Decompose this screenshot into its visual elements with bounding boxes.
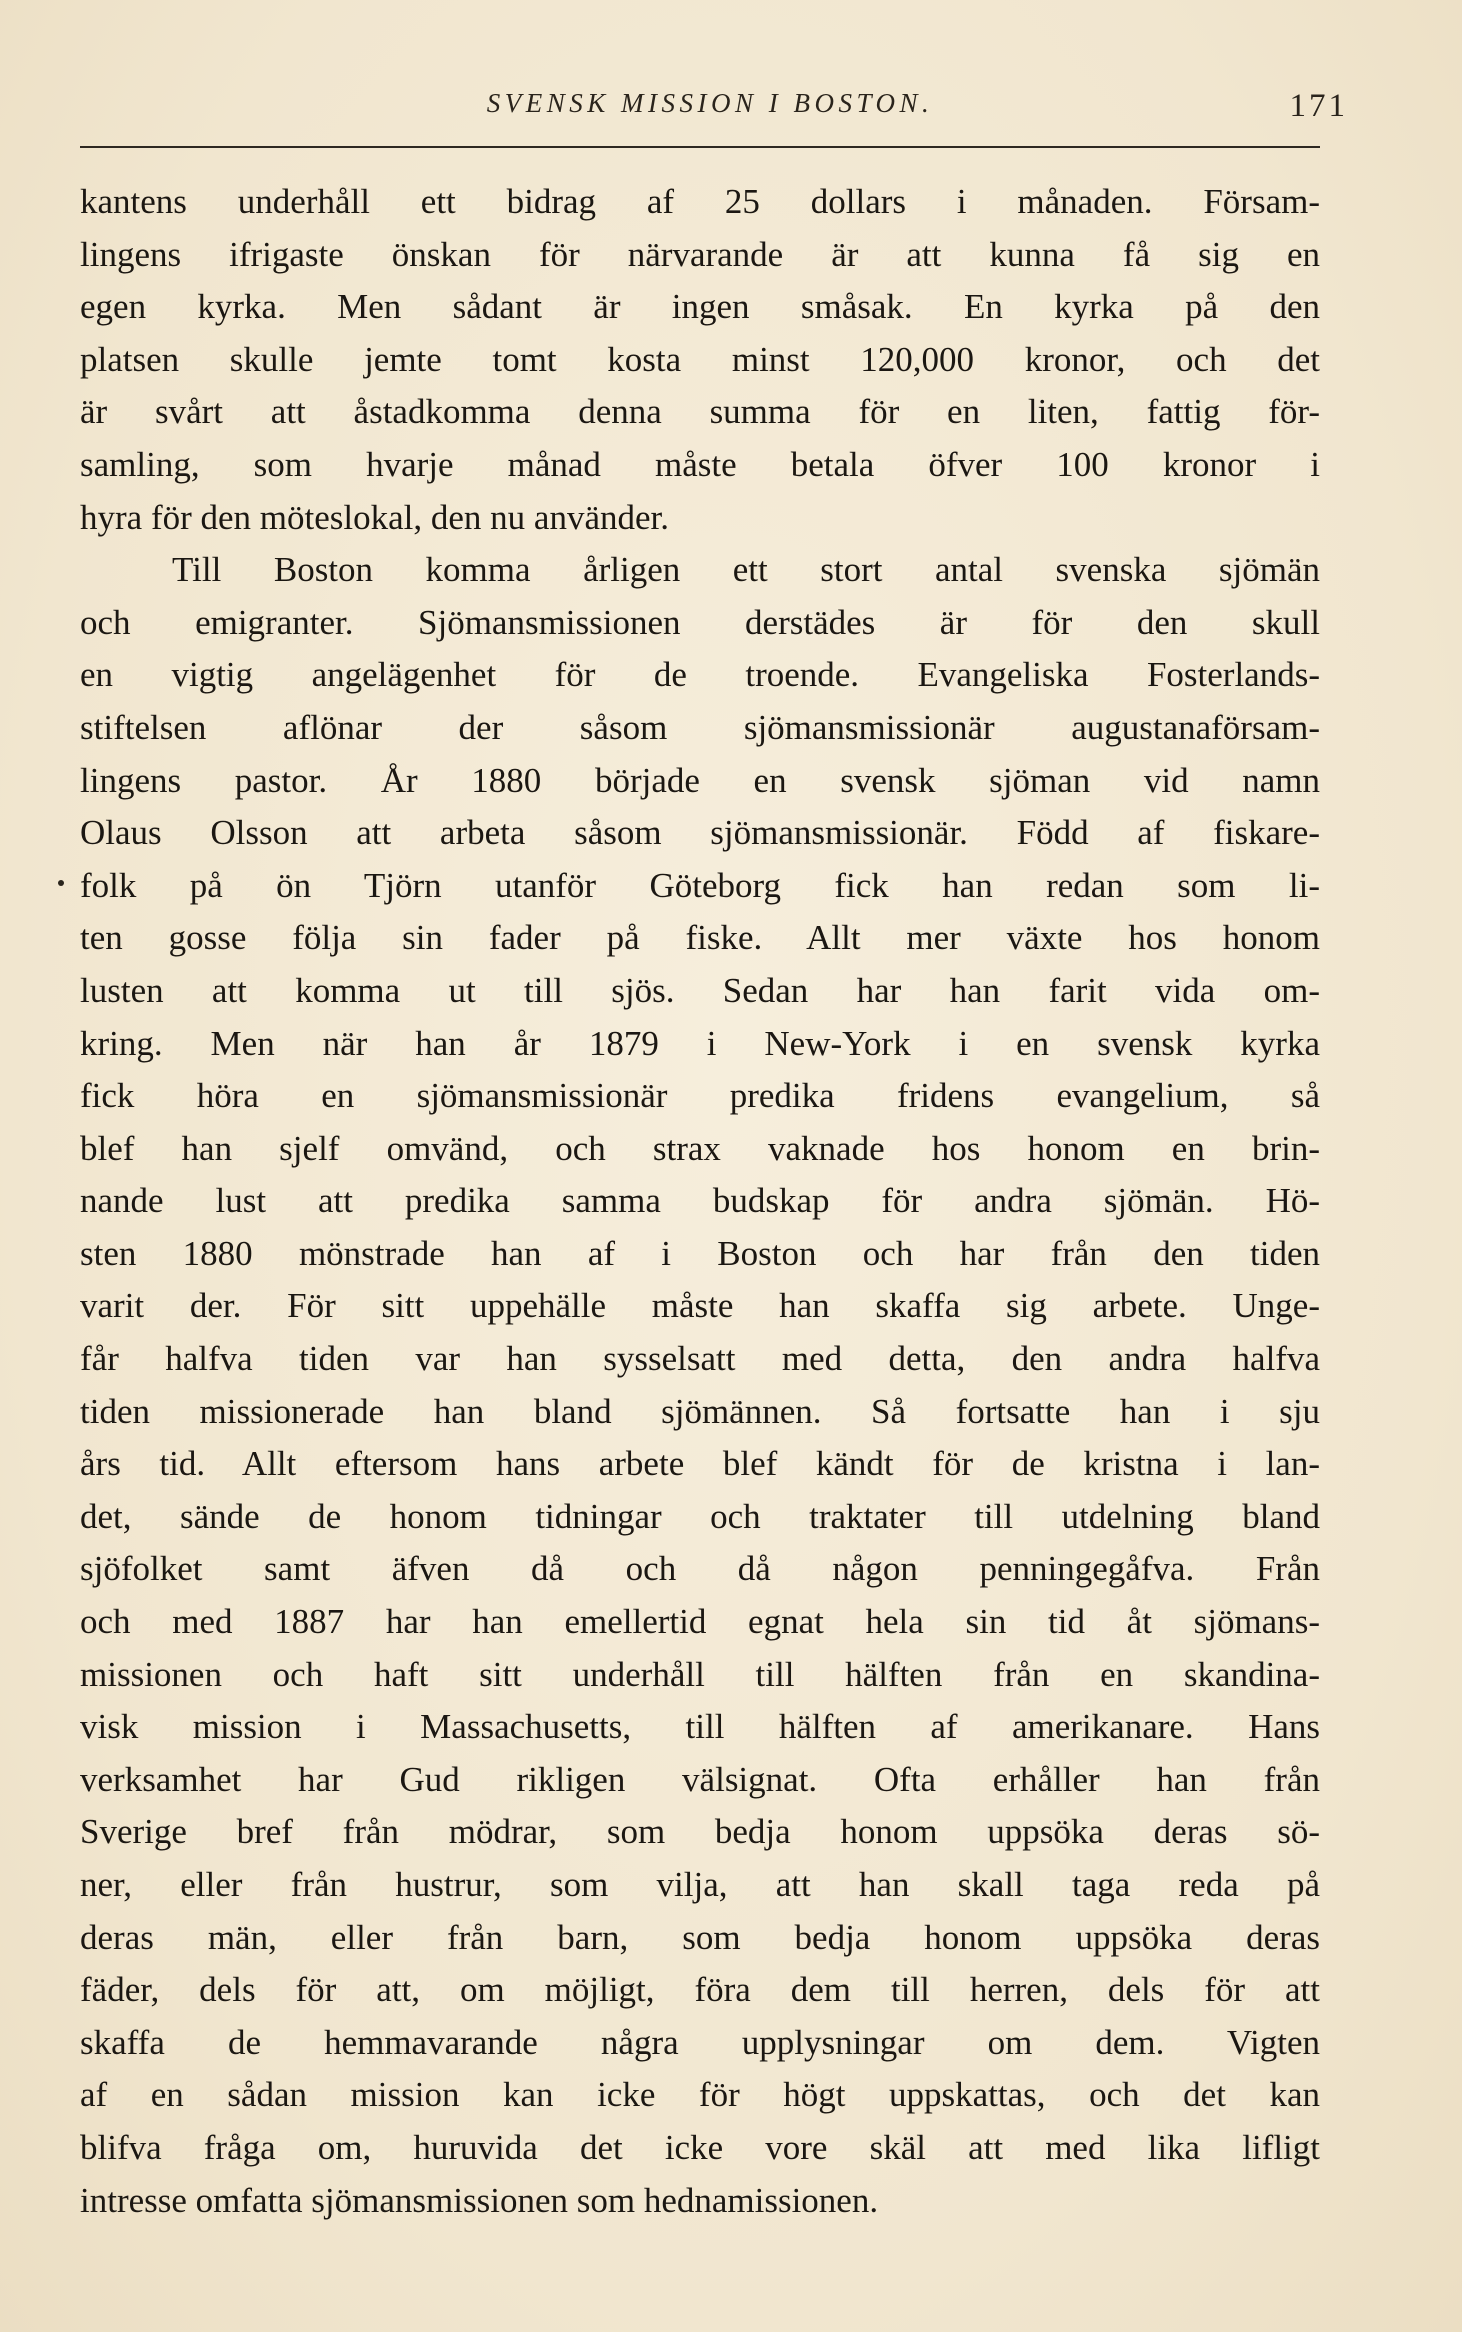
text-line: ner, eller från hustrur, som vilja, att han skall taga reda på xyxy=(80,1865,1320,1904)
text-line: tiden missionerade han bland sjömännen. Så fortsatte han i sju xyxy=(80,1391,1320,1431)
running-title: SVENSK MISSION I BOSTON. xyxy=(486,88,934,118)
text-line: en vigtig angelägenhet för de troende. Evangeliska Fosterlands- xyxy=(80,655,1320,695)
body-text xyxy=(80,176,1320,2227)
text-line: folk på ön Tjörn utanför Göteborg fick han redan som li- xyxy=(80,865,1320,905)
text-line: sjöfolket samt äfven då och då någon penningegåfva. Från xyxy=(80,1549,1320,1589)
text-line: Olaus Olsson att arbeta såsom sjömansmissionär. Född af fiskare- xyxy=(80,813,1320,853)
text-line: Sverige bref från mödrar, som bedja honom uppsöka deras sö- xyxy=(80,1812,1320,1852)
margin-mark xyxy=(58,880,64,886)
page-number: 171 xyxy=(1289,88,1348,124)
text-line: det, sände de honom tidningar och traktater till utdelning bland xyxy=(80,1496,1320,1536)
text-line: fäder, dels för att, om möjligt, föra dem till herren, dels för att xyxy=(80,1970,1320,2010)
text-line: varit der. För sitt uppehälle måste han skaffa sig arbete. Unge- xyxy=(80,1286,1320,1326)
text-line: hyra för den möteslokal, den nu använder. xyxy=(80,497,669,537)
text-line: visk mission i Massachusetts, till hälften af amerikanare. Hans xyxy=(80,1707,1320,1747)
text-line: verksamhet har Gud rikligen välsignat. Ofta erhåller han från xyxy=(80,1759,1320,1799)
text-line: får halfva tiden var han sysselsatt med detta, den andra halfva xyxy=(80,1339,1320,1379)
text-line: stiftelsen aflönar der såsom sjömansmissionär augustanaförsam- xyxy=(80,707,1320,747)
text-line: af en sådan mission kan icke för högt uppskattas, och det kan xyxy=(80,2075,1320,2115)
running-head xyxy=(80,88,1348,128)
text-line: är svårt att åstadkomma denna summa för en liten, fattig för- xyxy=(80,392,1320,432)
text-line: och med 1887 har han emellertid egnat hela sin tid åt sjömans- xyxy=(80,1602,1320,1642)
text-line: kring. Men när han år 1879 i New-York i en svensk kyrka xyxy=(80,1023,1320,1063)
text-line: och emigranter. Sjömansmissionen derstädes är för den skull xyxy=(80,602,1320,642)
text-line: blef han sjelf omvänd, och strax vaknade hos honom en brin- xyxy=(80,1128,1320,1168)
text-line: lingens pastor. År 1880 började en svensk sjöman vid namn xyxy=(80,760,1320,800)
text-line: fick höra en sjömansmissionär predika fridens evangelium, så xyxy=(80,1076,1320,1116)
text-line: kantens underhåll ett bidrag af 25 dollars i månaden. Försam- xyxy=(80,182,1320,221)
header-rule xyxy=(80,146,1320,148)
text-line: nande lust att predika samma budskap för andra sjömän. Hö- xyxy=(80,1181,1320,1221)
text-line: deras män, eller från barn, som bedja honom uppsöka deras xyxy=(80,1917,1320,1957)
text-line: Till Boston komma årligen ett stort antal svenska sjömän xyxy=(172,550,1320,590)
text-line: ten gosse följa sin fader på fiske. Allt mer växte hos honom xyxy=(80,918,1320,958)
text-line: lingens ifrigaste önskan för närvarande är att kunna få sig en xyxy=(80,234,1320,274)
text-line: platsen skulle jemte tomt kosta minst 120,000 kronor, och det xyxy=(80,339,1320,379)
text-line: års tid. Allt eftersom hans arbete blef kändt för de kristna i lan- xyxy=(80,1444,1320,1484)
text-line: blifva fråga om, huruvida det icke vore skäl att med lika lifligt xyxy=(80,2127,1320,2167)
text-line: missionen och haft sitt underhåll till hälften från en skandina- xyxy=(80,1654,1320,1694)
text-line: intresse omfatta sjömansmissionen som hednamissionen. xyxy=(80,2180,879,2220)
text-line: egen kyrka. Men sådant är ingen småsak. En kyrka på den xyxy=(80,287,1320,327)
text-line: skaffa de hemmavarande några upplysningar om dem. Vigten xyxy=(80,2022,1320,2062)
text-line: samling, som hvarje månad måste betala öfver 100 kronor i xyxy=(80,444,1320,484)
text-line: lusten att komma ut till sjös. Sedan har han farit vida om- xyxy=(80,970,1320,1010)
text-line: sten 1880 mönstrade han af i Boston och har från den tiden xyxy=(80,1233,1320,1273)
